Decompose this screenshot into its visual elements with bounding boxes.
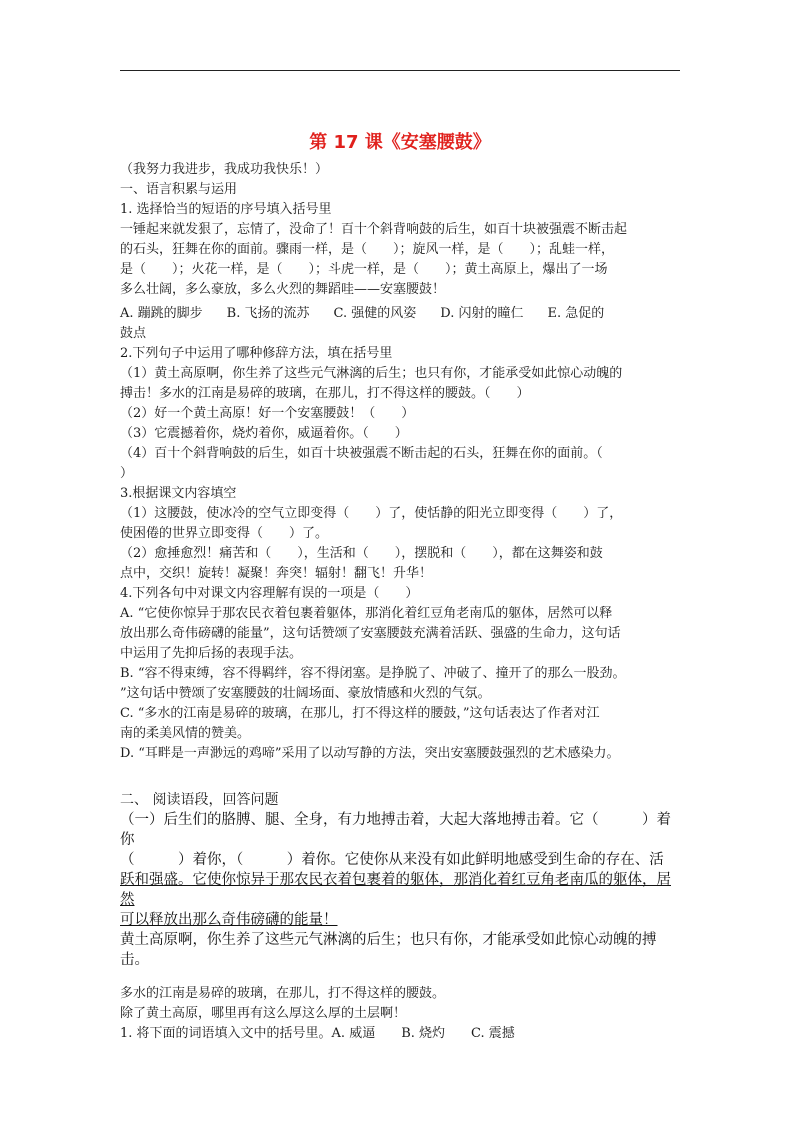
q1-line: 多么壮阔，多么豪放，多么火烈的舞蹈哇——安塞腰鼓！: [120, 282, 446, 297]
q4-stem: 4.下列各句中对课文内容理解有误的一项是（ ）: [120, 586, 419, 601]
q4-line: 南的柔美风情的赞美。: [120, 726, 251, 741]
after-line: 除了黄土高原，哪里再有这么厚这么厚的土层啊！: [120, 1006, 407, 1021]
q1-stem: 1. 选择恰当的短语的序号填入括号里: [120, 202, 332, 217]
q1-option-d: D. 闪射的瞳仁: [440, 306, 524, 321]
q3-line: 使困倦的世界立即变得（ ）了。: [120, 526, 329, 541]
q4-line: D. “耳畔是一声渺远的鸡啼”采用了以动写静的方法，突出安塞腰鼓强烈的艺术感染力。: [120, 746, 620, 761]
q3-line: （2）愈捶愈烈！痛苦和（ ），生活和（ ），摆脱和（ ），都在这舞姿和鼓: [120, 546, 603, 561]
document-body: [120, 160, 680, 1044]
q2-line: （4）百十个斜背响鼓的后生，如百十块被强震不断击起的石头，狂舞在你的面前。（: [120, 446, 603, 461]
q1-option-c: C. 强健的风姿: [333, 306, 417, 321]
q3-line: （1）这腰鼓，使冰冷的空气立即变得（ ）了，使恬静的阳光立即变得（ ）了，: [120, 506, 623, 521]
q4-line: A. “它使你惊异于那农民衣着包裹着躯体，那消化着红豆角老南瓜的躯体，居然可以释: [120, 606, 613, 621]
q2-line: （2）好一个黄土高原！好一个安塞腰鼓！（ ）: [120, 406, 415, 421]
section1-heading: 一、语言积累与运用: [120, 182, 238, 197]
header-rule: [120, 70, 680, 71]
passage-line: 可以释放出那么奇伟磅礴的能量！: [120, 912, 338, 928]
reading-passage: [120, 810, 680, 970]
passage-line: （一）后生们的胳膊、腿、全身，有力地搏击着，大起大落地搏击着。它（ ）着你: [120, 812, 671, 848]
q1-option-a: A. 蹦跳的脚步: [120, 306, 203, 321]
passage-line: 黄土高原啊，你生养了这些元气淋漓的后生；也只有你，才能承受如此惊心动魄的搏击。: [120, 932, 657, 968]
q2-line: （1）黄土高原啊，你生养了这些元气淋漓的后生；也只有你，才能承受如此惊心动魄的: [120, 366, 623, 381]
q1-option-b: B. 飞扬的流苏: [226, 306, 310, 321]
q1-option-e: E. 急促的: [547, 306, 605, 321]
motto: （我努力我进步，我成功我快乐！）: [120, 162, 329, 177]
q2-line: （3）它震撼着你，烧灼着你，威逼着你。（ ）: [120, 426, 408, 441]
passage-line: （ ）着你，（ ）着你。它使你从来没有如此鲜明地感受到生命的存在、活: [120, 852, 664, 868]
q4-line: C. “多水的江南是易碎的玻璃，在那儿，打不得这样的腰鼓，”这句话表达了作者对江: [120, 706, 600, 721]
q4-line: B. “容不得束缚，容不得羁绊，容不得闭塞。是挣脱了、冲破了、撞开了的那么一股劲。: [120, 666, 626, 681]
q1-line: 的石头，狂舞在你的面前。骤雨一样，是（ ）；旋风一样，是（ ）；乱蛙一样，: [120, 242, 615, 257]
section2-q1-stem: 1. 将下面的词语填入文中的括号里。A. 威逼 B. 烧灼 C. 震撼: [120, 1026, 515, 1041]
q1-text: [120, 220, 680, 300]
q3-line: 点中，交织！旋转！凝聚！奔突！辐射！翻飞！升华！: [120, 566, 433, 581]
q1-option-wrap: 鼓点: [120, 326, 147, 341]
q1-line: 是（ ）；火花一样，是（ ）；斗虎一样，是（ ）；黄土高原上，爆出了一场: [120, 262, 608, 277]
q4-line: ”这句话中赞颂了安塞腰鼓的壮阔场面、豪放情感和火烈的气氛。: [120, 686, 491, 701]
q3-stem: 3.根据课文内容填空: [120, 486, 237, 501]
page-title: 第 17 课《安塞腰鼓》: [309, 132, 491, 153]
passage-line: 跃和强盛。它使你惊异于那农民衣着包裹着的躯体，那消化着红豆角老南瓜的躯体，居然: [120, 872, 671, 908]
q2-line: 搏击！多水的江南是易碎的玻璃，在那儿，打不得这样的腰鼓。（ ）: [120, 386, 530, 401]
q1-line: 一锤起来就发狠了，忘情了，没命了！百十个斜背响鼓的后生，如百十块被强震不断击起: [120, 222, 628, 237]
q2-line: ）: [120, 466, 134, 481]
q2-stem: 2.下列句子中运用了哪种修辞方法，填在括号里: [120, 346, 393, 361]
section2-heading: 二、 阅读语段，回答问题: [120, 792, 279, 808]
q4-line: 中运用了先抑后扬的表现手法。: [120, 646, 303, 661]
q1-options: [120, 304, 680, 324]
q4-line: 放出那么奇伟磅礴的能量”，这句话赞颂了安塞腰鼓充满着活跃、强盛的生命力，这句话: [120, 626, 621, 641]
after-line: 多水的江南是易碎的玻璃，在那儿，打不得这样的腰鼓。: [120, 986, 446, 1001]
spacer: [120, 970, 680, 984]
